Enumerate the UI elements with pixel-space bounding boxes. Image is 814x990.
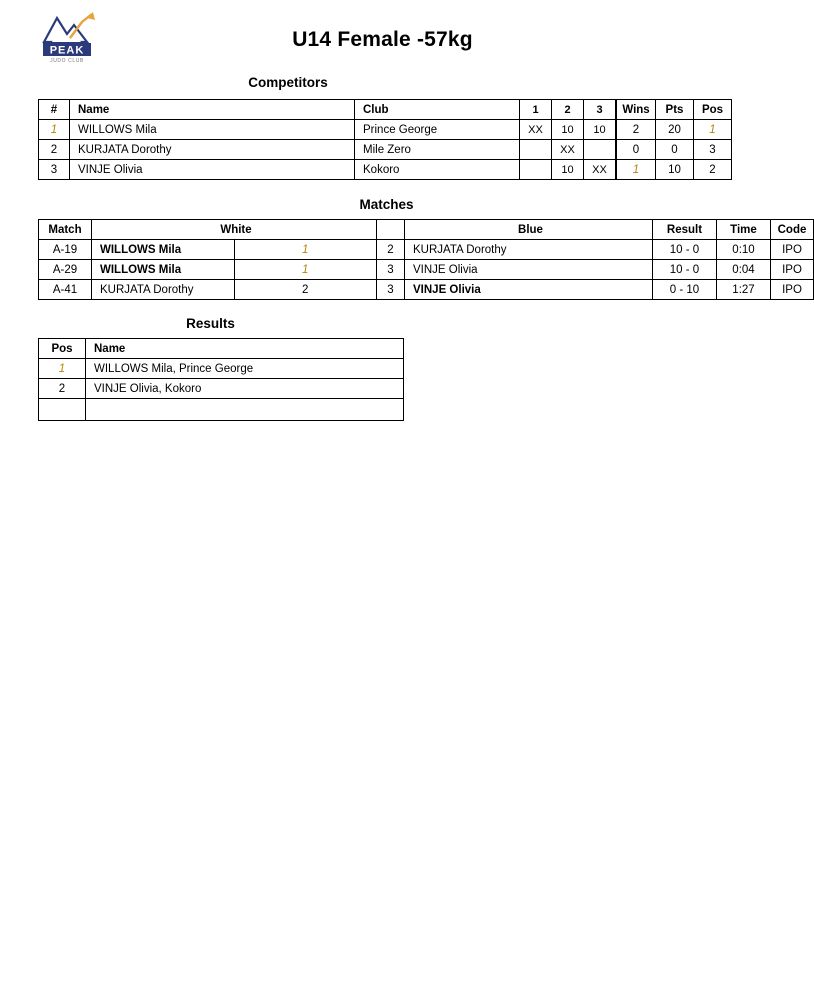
table-row (39, 140, 732, 160)
matches-col-bluenum (377, 220, 405, 240)
competitors-col-2: 2 (552, 100, 584, 120)
result-name: VINJE Olivia, Kokoro (86, 379, 404, 399)
match-white-num: 1 (234, 260, 377, 280)
competitor-wins: 1 (616, 160, 656, 180)
match-time: 0:04 (717, 260, 771, 280)
match-white-name: WILLOWS Mila (92, 240, 235, 260)
result-name (86, 399, 404, 421)
competitor-club: Kokoro (355, 160, 520, 180)
results-table (38, 338, 404, 421)
competitors-col-1: 1 (520, 100, 552, 120)
competitor-cell-1: XX (520, 120, 552, 140)
result-pos: 2 (39, 379, 86, 399)
match-id: A-19 (39, 240, 92, 260)
matches-col-code: Code (771, 220, 814, 240)
result-name: WILLOWS Mila, Prince George (86, 359, 404, 379)
competitor-name: KURJATA Dorothy (70, 140, 355, 160)
competitor-name: WILLOWS Mila (70, 120, 355, 140)
table-row (39, 160, 732, 180)
matches-table (38, 219, 814, 300)
match-result: 10 - 0 (653, 260, 717, 280)
match-id: A-41 (39, 280, 92, 300)
competitor-cell-1 (520, 160, 552, 180)
competitor-cell-2: XX (552, 140, 584, 160)
table-row (39, 280, 814, 300)
competitor-club: Prince George (355, 120, 520, 140)
competitors-col-pos: Pos (694, 100, 732, 120)
competitor-cell-3: XX (584, 160, 617, 180)
match-blue-name: VINJE Olivia (405, 260, 653, 280)
competitor-pos: 2 (694, 160, 732, 180)
table-row (39, 260, 814, 280)
competitor-name: VINJE Olivia (70, 160, 355, 180)
competitor-wins: 2 (616, 120, 656, 140)
svg-text:PEAK: PEAK (49, 44, 85, 57)
match-result: 10 - 0 (653, 240, 717, 260)
match-id: A-29 (39, 260, 92, 280)
matches-col-blue: Blue (405, 220, 653, 240)
matches-header-row (39, 220, 814, 240)
match-white-num: 1 (234, 240, 377, 260)
competitor-cell-2: 10 (552, 160, 584, 180)
competitors-col-name: Name (70, 100, 355, 120)
competitor-num: 2 (39, 140, 70, 160)
match-result: 0 - 10 (653, 280, 717, 300)
competitors-col-club: Club (355, 100, 520, 120)
results-heading: Results (186, 316, 235, 331)
competitors-header-row (39, 100, 732, 120)
competitors-col-pts: Pts (656, 100, 694, 120)
match-blue-num: 3 (377, 260, 405, 280)
competitor-wins: 0 (616, 140, 656, 160)
matches-col-white: White (92, 220, 377, 240)
competitor-cell-3: 10 (584, 120, 617, 140)
match-blue-name: VINJE Olivia (405, 280, 653, 300)
table-row (39, 240, 814, 260)
competitors-col-wins: Wins (616, 100, 656, 120)
match-blue-num: 3 (377, 280, 405, 300)
competitor-num: 1 (39, 120, 70, 140)
competitor-club: Mile Zero (355, 140, 520, 160)
competitors-col-3: 3 (584, 100, 617, 120)
match-white-num: 2 (234, 280, 377, 300)
competitor-pts: 0 (656, 140, 694, 160)
competitors-table (38, 99, 732, 180)
match-blue-name: KURJATA Dorothy (405, 240, 653, 260)
match-code: IPO (771, 280, 814, 300)
matches-col-match: Match (39, 220, 92, 240)
results-header-row (39, 339, 404, 359)
matches-col-time: Time (717, 220, 771, 240)
result-pos (39, 399, 86, 421)
match-white-name: KURJATA Dorothy (92, 280, 235, 300)
table-row (39, 379, 404, 399)
match-code: IPO (771, 260, 814, 280)
results-col-name: Name (86, 339, 404, 359)
competitor-pts: 20 (656, 120, 694, 140)
match-time: 1:27 (717, 280, 771, 300)
result-pos: 1 (39, 359, 86, 379)
match-blue-num: 2 (377, 240, 405, 260)
table-row (39, 399, 404, 421)
table-row (39, 359, 404, 379)
match-code: IPO (771, 240, 814, 260)
matches-heading: Matches (359, 197, 414, 212)
competitors-col-num: # (39, 100, 70, 120)
match-white-name: WILLOWS Mila (92, 260, 235, 280)
matches-col-result: Result (653, 220, 717, 240)
competitors-heading: Competitors (248, 75, 328, 90)
competitor-cell-1 (520, 140, 552, 160)
svg-text:JUDO CLUB: JUDO CLUB (50, 58, 84, 64)
table-row (39, 120, 732, 140)
competitor-pos: 3 (694, 140, 732, 160)
match-time: 0:10 (717, 240, 771, 260)
competitor-pos: 1 (694, 120, 732, 140)
competitor-num: 3 (39, 160, 70, 180)
competitor-cell-3 (584, 140, 617, 160)
competitor-pts: 10 (656, 160, 694, 180)
results-col-pos: Pos (39, 339, 86, 359)
page-title: U14 Female -57kg (292, 28, 473, 51)
competitor-cell-2: 10 (552, 120, 584, 140)
